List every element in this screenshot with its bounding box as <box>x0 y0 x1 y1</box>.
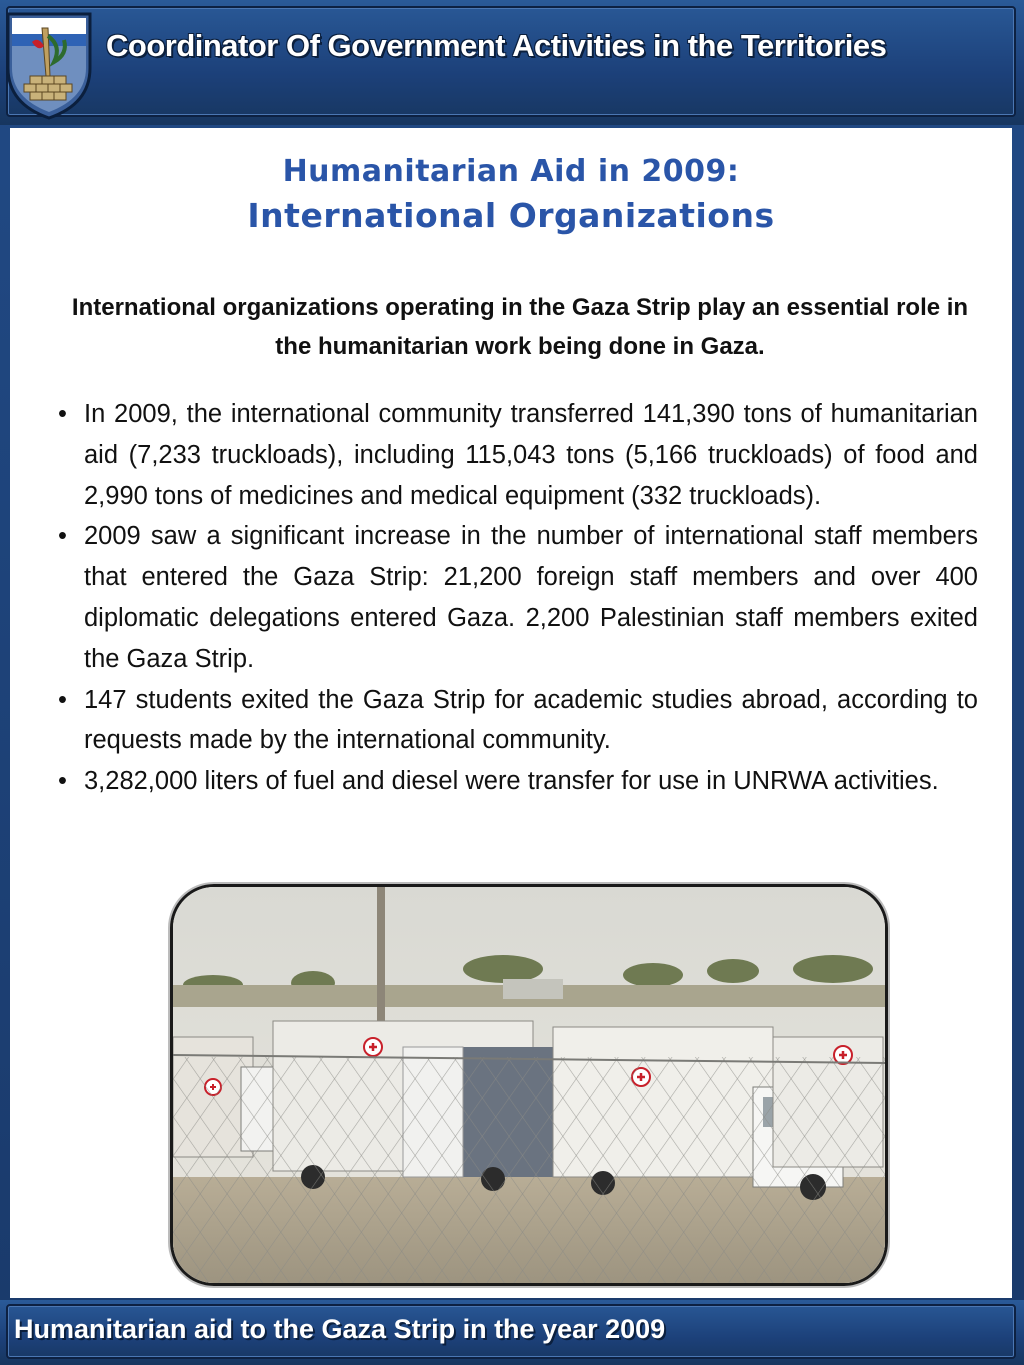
footer-title: Humanitarian aid to the Gaza Strip in the year 2009 <box>14 1314 666 1344</box>
slide-title-line2: International Organizations <box>247 196 775 235</box>
slide-title <box>10 150 1012 238</box>
footer-bar <box>0 1300 1024 1365</box>
cogat-emblem-icon <box>2 6 96 122</box>
red-cross-trucks-photo <box>170 884 888 1286</box>
bullet-item <box>50 761 978 802</box>
lead-paragraph: International organizations operating in the Gaza Strip play an essential role in the humanitarian work being done in Gaza. <box>71 294 969 360</box>
bullet-item <box>50 394 978 516</box>
header-bar <box>0 0 1024 125</box>
bullet-text: 3,282,000 liters of fuel and diesel were transfer for use in UNRWA activities. <box>84 767 939 796</box>
bullet-text: In 2009, the international community transferred 141,390 tons of humanitarian aid (7,233 truckloads), including 115,043 tons (5,166 truckloads) of food and 2,990 tons of medicines and medical equipment (332 truckloads). <box>84 400 978 510</box>
header-title: Coordinator Of Government Activities in the Territories <box>106 28 887 63</box>
bullet-icon: • <box>58 522 67 551</box>
trucks-photo-illustration <box>173 887 885 1283</box>
bullet-item <box>50 516 978 679</box>
bullet-icon: • <box>58 767 67 796</box>
slide-title-line1: Humanitarian Aid in 2009: <box>282 154 740 189</box>
slide-content <box>10 128 1012 1298</box>
bullet-icon: • <box>58 400 67 428</box>
bullet-text: 2009 saw a significant increase in the number of international staff members that entered the Gaza Strip: 21,200 foreign staff members and over 400 diplomatic delegations entered Gaza. 2,200 Palestinian staff members exited the Gaza Strip. <box>84 522 978 673</box>
bullet-item <box>50 680 978 762</box>
bullet-text: 147 students exited the Gaza Strip for academic studies abroad, according to requests made by the international community. <box>84 685 978 755</box>
bullet-icon: • <box>58 685 67 714</box>
bullet-list <box>50 394 978 802</box>
